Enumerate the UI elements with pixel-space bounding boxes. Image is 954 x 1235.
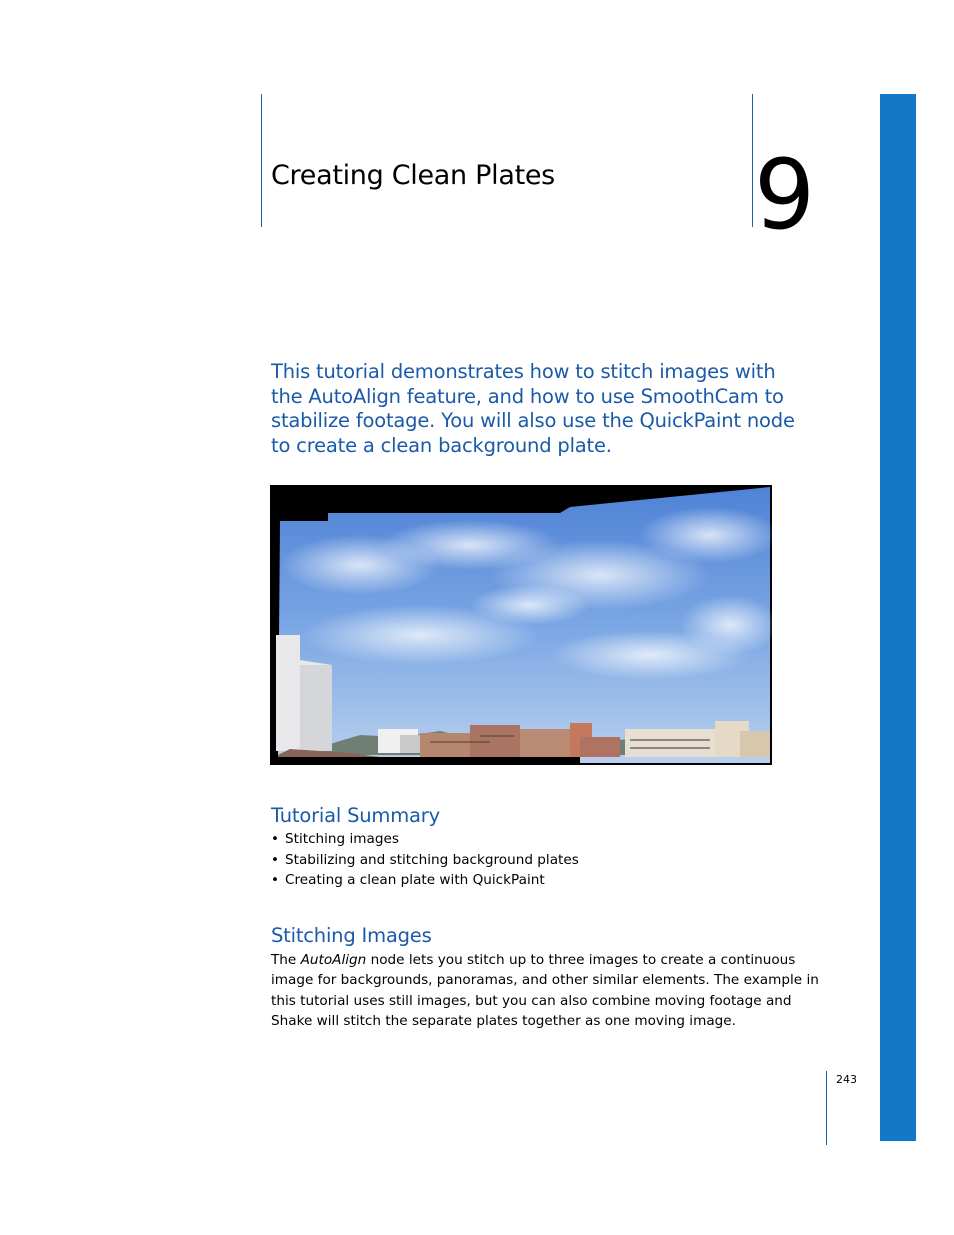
list-item: • Creating a clean plate with QuickPaint [271,870,579,891]
intro-paragraph: This tutorial demonstrates how to stitch images with the AutoAlign feature, and how to use SmoothCam to stabilize footage. You will also use the QuickPaint node to create a clean background plate. [271,360,795,457]
chapter-side-tab [880,94,916,1141]
chapter-title: Creating Clean Plates [271,160,555,191]
bullet-icon: • [271,831,280,847]
stitching-paragraph: The AutoAlign node lets you stitch up to three images to create a continuous image for backgrounds, panoramas, and other similar elements. The example in this tutorial uses still images, but you can also combine moving footage and Shake will stitch the separate plates together as one moving image. [271,952,819,1029]
panorama-photo [270,485,772,765]
title-rule-left [261,94,262,227]
summary-list [271,829,579,891]
stitching-heading: Stitching Images [271,924,432,947]
list-item: • Stabilizing and stitching background plates [271,850,579,871]
bullet-icon: • [271,872,280,888]
node-name: AutoAlign [300,952,367,968]
bullet-icon: • [271,851,280,868]
summary-heading: Tutorial Summary [271,804,440,827]
list-item: • Stitching images [271,829,579,850]
page-number: 243 [836,1073,857,1086]
chapter-number: 9 [754,139,816,251]
title-rule-right [752,94,753,227]
page-number-rule [826,1071,827,1145]
